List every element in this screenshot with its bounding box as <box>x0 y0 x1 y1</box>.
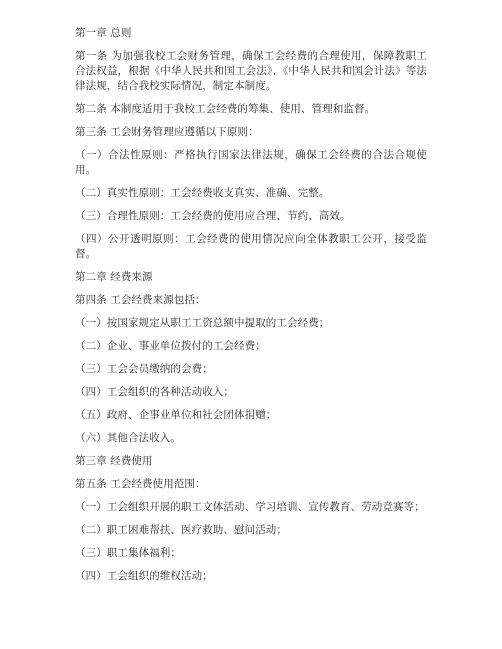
chapter-heading: 第一章 总则 <box>75 27 132 39</box>
article-paragraph: 第三条 工会财务管理应遵循以下原则： <box>75 126 259 138</box>
list-item: （一）按国家规定从职工工资总额中提取的工会经费； <box>75 317 330 329</box>
document-body <box>75 26 427 592</box>
list-item: （二）职工困难帮扶、医疗救助、慰问活动； <box>75 524 287 536</box>
list-item: （二）企业、事业单位拨付的工会经费； <box>75 340 266 352</box>
article-paragraph: 第一条 为加强我校工会财务管理，确保工会经费的合理使用，保障教职工合法权益，根据《中华人民共和国工会法》、《中华人民共和国会计法》等法律法规，结合我校实际情况，制定本制度。 <box>75 50 427 92</box>
list-item: （五）政府、企事业单位和社会团体捐赠； <box>75 409 277 421</box>
article-paragraph: 第二条 本制度适用于我校工会经费的筹集、使用、管理和监督。 <box>75 103 376 115</box>
list-item: （四）工会组织的各种活动收入； <box>75 386 234 398</box>
list-item: （二）真实性原则：工会经费收支真实、准确、完整。 <box>75 187 330 199</box>
article-paragraph: 第四条 工会经费来源包括： <box>75 294 206 306</box>
list-item: （四）工会组织的维权活动； <box>75 570 213 582</box>
list-item: （四）公开透明原则：工会经费的使用情况应向全体教职工公开，接受监督。 <box>75 233 427 260</box>
list-item: （一）工会组织开展的职工文体活动、学习培训、宣传教育、劳动竞赛等； <box>75 501 425 513</box>
chapter-heading: 第三章 经费使用 <box>75 455 153 467</box>
list-item: （三）合理性原则：工会经费的使用应合理、节约、高效。 <box>75 210 351 222</box>
list-item: （六）其他合法收入。 <box>75 432 181 444</box>
article-paragraph: 第五条 工会经费使用范围： <box>75 478 206 490</box>
chapter-heading: 第二章 经费来源 <box>75 271 153 283</box>
list-item: （一）合法性原则：严格执行国家法律法规，确保工会经费的合法合规使用。 <box>75 149 427 176</box>
list-item: （三）工会会员缴纳的会费； <box>75 363 213 375</box>
list-item: （三）职工集体福利； <box>75 547 181 559</box>
